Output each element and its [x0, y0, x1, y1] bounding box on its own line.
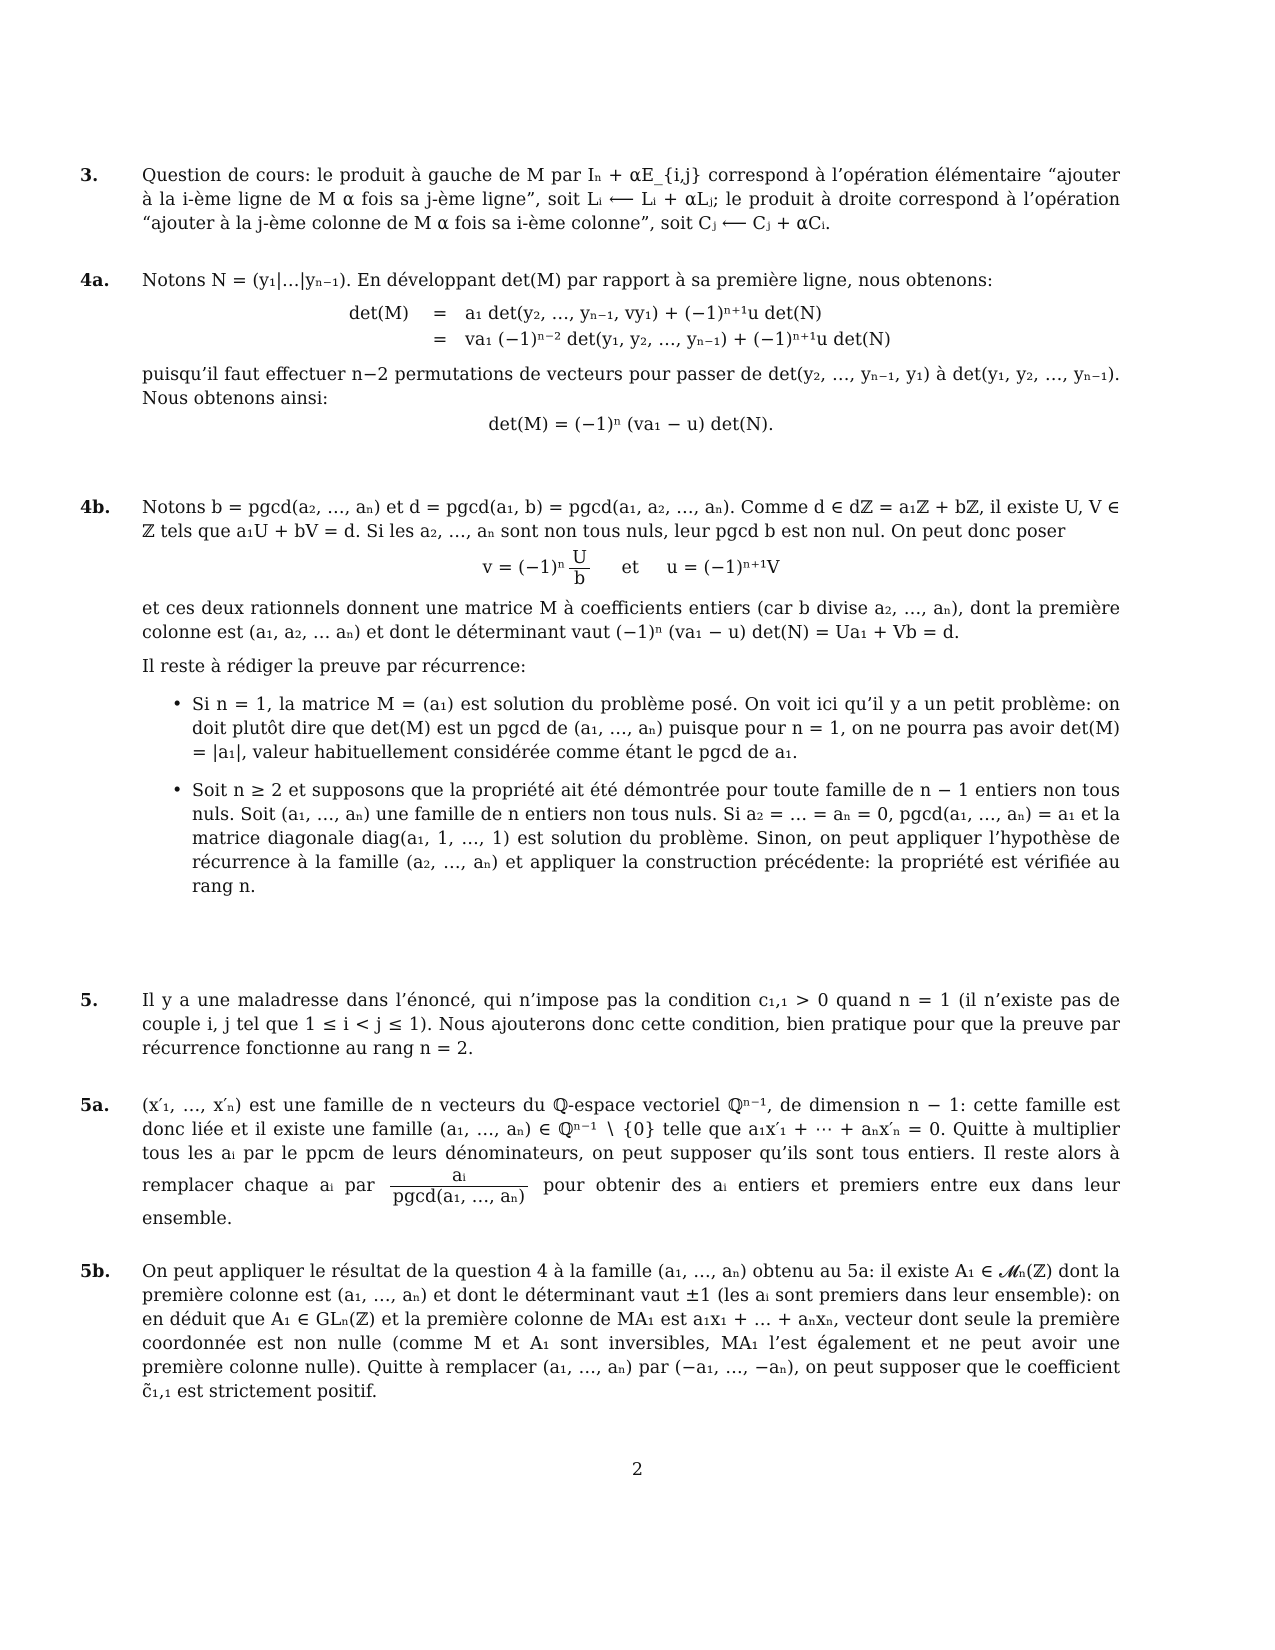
section-5a — [80, 1094, 1120, 1231]
section-text: puisqu’il faut effectuer n−2 permutations de vecteurs pour passer de det(y₂, …, yₙ₋₁, y₁) à det(y₁, y₂, …, yₙ₋₁). Nous obtenons ainsi: — [142, 365, 1120, 409]
bullet-list — [142, 693, 1120, 899]
equation-rhs: va₁ (−1)ⁿ⁻² det(y₁, y₂, …, yₙ₋₁) + (−1)ⁿ⁺¹u det(N) — [465, 330, 891, 350]
equation-part: v = (−1)ⁿ — [482, 558, 566, 578]
fraction-denominator: b — [573, 569, 586, 589]
section-text: On peut appliquer le résultat de la question 4 à la famille (a₁, …, aₙ) obtenu au 5a: il existe A₁ ∈ 𝓜ₙ(ℤ) dont la première colonne est (a₁, …, aₙ) et dont le déterminant vaut ±1 (les aᵢ sont premiers dans leur ensemble): on en déduit que A₁ ∈ GLₙ(ℤ) et la première colonne de MA₁ est a₁x₁ + … + aₙxₙ, vecteur dont seule la première coordonnée est non nulle (comme M et A₁ sont inversibles, MA₁ l’est également et ne peut avoir une première colonne nulle). Quitte à remplacer (a₁, …, aₙ) par (−a₁, …, −aₙ), on peut supposer que le coefficient c̃₁,₁ est strictement positif. — [142, 1262, 1120, 1402]
section-5b — [80, 1260, 1120, 1404]
fraction — [569, 548, 590, 589]
equation-lhs: det(M) — [348, 304, 409, 324]
equation-part: u = (−1)ⁿ⁺¹V — [666, 558, 780, 578]
section-text: Il y a une maladresse dans l’énoncé, qui n’impose pas la condition c₁,₁ > 0 quand n = 1 (il n’existe pas de couple i, j tel que 1 ≤ i < j ≤ 1). Nous ajouterons donc cette condition, bien pratique pour que la preuve par récurrence fonctionne au rang n = 2. — [142, 991, 1120, 1059]
equation-operator: = — [432, 304, 448, 324]
section-number: 5. — [80, 991, 99, 1011]
fraction-denominator: pgcd(a₁, …, aₙ) — [392, 1187, 526, 1207]
section-4a — [80, 269, 1120, 443]
section-text: pour obtenir des aᵢ entiers et premiers entre eux dans leur ensemble. — [142, 1176, 1120, 1229]
section-number: 4a. — [80, 271, 110, 291]
page-number: 2 — [631, 1460, 644, 1480]
section-5 — [80, 989, 1120, 1061]
section-text: Il reste à rédiger la preuve par récurrence: — [142, 657, 527, 677]
section-text: et ces deux rationnels donnent une matrice M à coefficients entiers (car b divise a₂, …, aₙ), dont la première colonne est (a₁, a₂, … aₙ) et dont le déterminant vaut (−1)ⁿ (va₁ − u) det(N) = Ua₁ + Vb = d. — [142, 599, 1120, 643]
equation-operator: = — [432, 330, 448, 350]
section-intro: Notons N = (y₁|…|yₙ₋₁). En développant det(M) par rapport à sa première ligne, nous obtenons: — [142, 271, 993, 291]
equation — [142, 548, 1120, 589]
equation-array — [142, 301, 1120, 353]
section-text: (x′₁, …, x′ₙ) est une famille de n vecteurs du ℚ-espace vectoriel ℚⁿ⁻¹, de dimension n − 1: cette famille est donc liée et il existe une famille (a₁, …, aₙ) ∈ ℚⁿ⁻¹ ∖ {0} telle que a₁x′₁ + ⋯ + aₙx′ₙ = 0. Quitte à multiplier tous les aᵢ par le ppcm de leurs dénominateurs, on peut supposer qu’ils sont tous entiers. Il reste alors à remplacer chaque aᵢ par — [142, 1096, 1120, 1196]
list-item: • Si n = 1, la matrice M = (a₁) est solution du problème posé. On voit ici qu’il y a un petit problème: on doit plutôt dire que det(M) est un pgcd de (a₁, …, aₙ) puisque pour n = 1, on ne pourra pas avoir det(M) = |a₁|, valeur habituellement considérée comme étant le pgcd de a₁. — [192, 693, 1120, 765]
equation-rhs: a₁ det(y₂, …, yₙ₋₁, vy₁) + (−1)ⁿ⁺¹u det(N) — [465, 304, 822, 324]
section-number: 5b. — [80, 1262, 111, 1282]
fraction-numerator: U — [569, 548, 590, 569]
section-number: 4b. — [80, 498, 111, 518]
section-number: 5a. — [80, 1096, 110, 1116]
section-4b — [80, 496, 1120, 913]
section-3 — [80, 164, 1120, 236]
equation-connector: et — [621, 558, 639, 578]
section-text: Question de cours: le produit à gauche de M par Iₙ + αE_{i,j} correspond à l’opération élémentaire “ajouter à la i-ème ligne de M α fois sa j-ème ligne”, soit Lᵢ ⟵ Lᵢ + αLⱼ; le produit à droite correspond à l’opération “ajouter à la j-ème colonne de M α fois sa i-ème colonne”, soit Cⱼ ⟵ Cⱼ + αCᵢ. — [142, 166, 1120, 234]
section-number: 3. — [80, 166, 99, 186]
fraction-numerator: aᵢ — [390, 1166, 528, 1187]
fraction — [390, 1166, 528, 1207]
equation: det(M) = (−1)ⁿ (va₁ − u) det(N). — [488, 415, 774, 435]
section-text: Notons b = pgcd(a₂, …, aₙ) et d = pgcd(a₁, b) = pgcd(a₁, a₂, …, aₙ). Comme d ∈ dℤ = a₁ℤ + bℤ, il existe U, V ∈ ℤ tels que a₁U + bV = d. Si les a₂, …, aₙ sont non tous nuls, leur pgcd b est non nul. On peut donc poser — [142, 498, 1120, 542]
list-item: • Soit n ≥ 2 et supposons que la propriété ait été démontrée pour toute famille de n − 1 entiers non tous nuls. Soit (a₁, …, aₙ) une famille de n entiers non tous nuls. Si a₂ = … = aₙ = 0, pgcd(a₁, …, aₙ) = a₁ et la matrice diagonale diag(a₁, 1, …, 1) est solution du problème. Sinon, on peut appliquer l’hypothèse de récurrence à la famille (a₂, …, aₙ) et appliquer la construction précédente: la propriété est vérifiée au rang n. — [192, 779, 1120, 899]
